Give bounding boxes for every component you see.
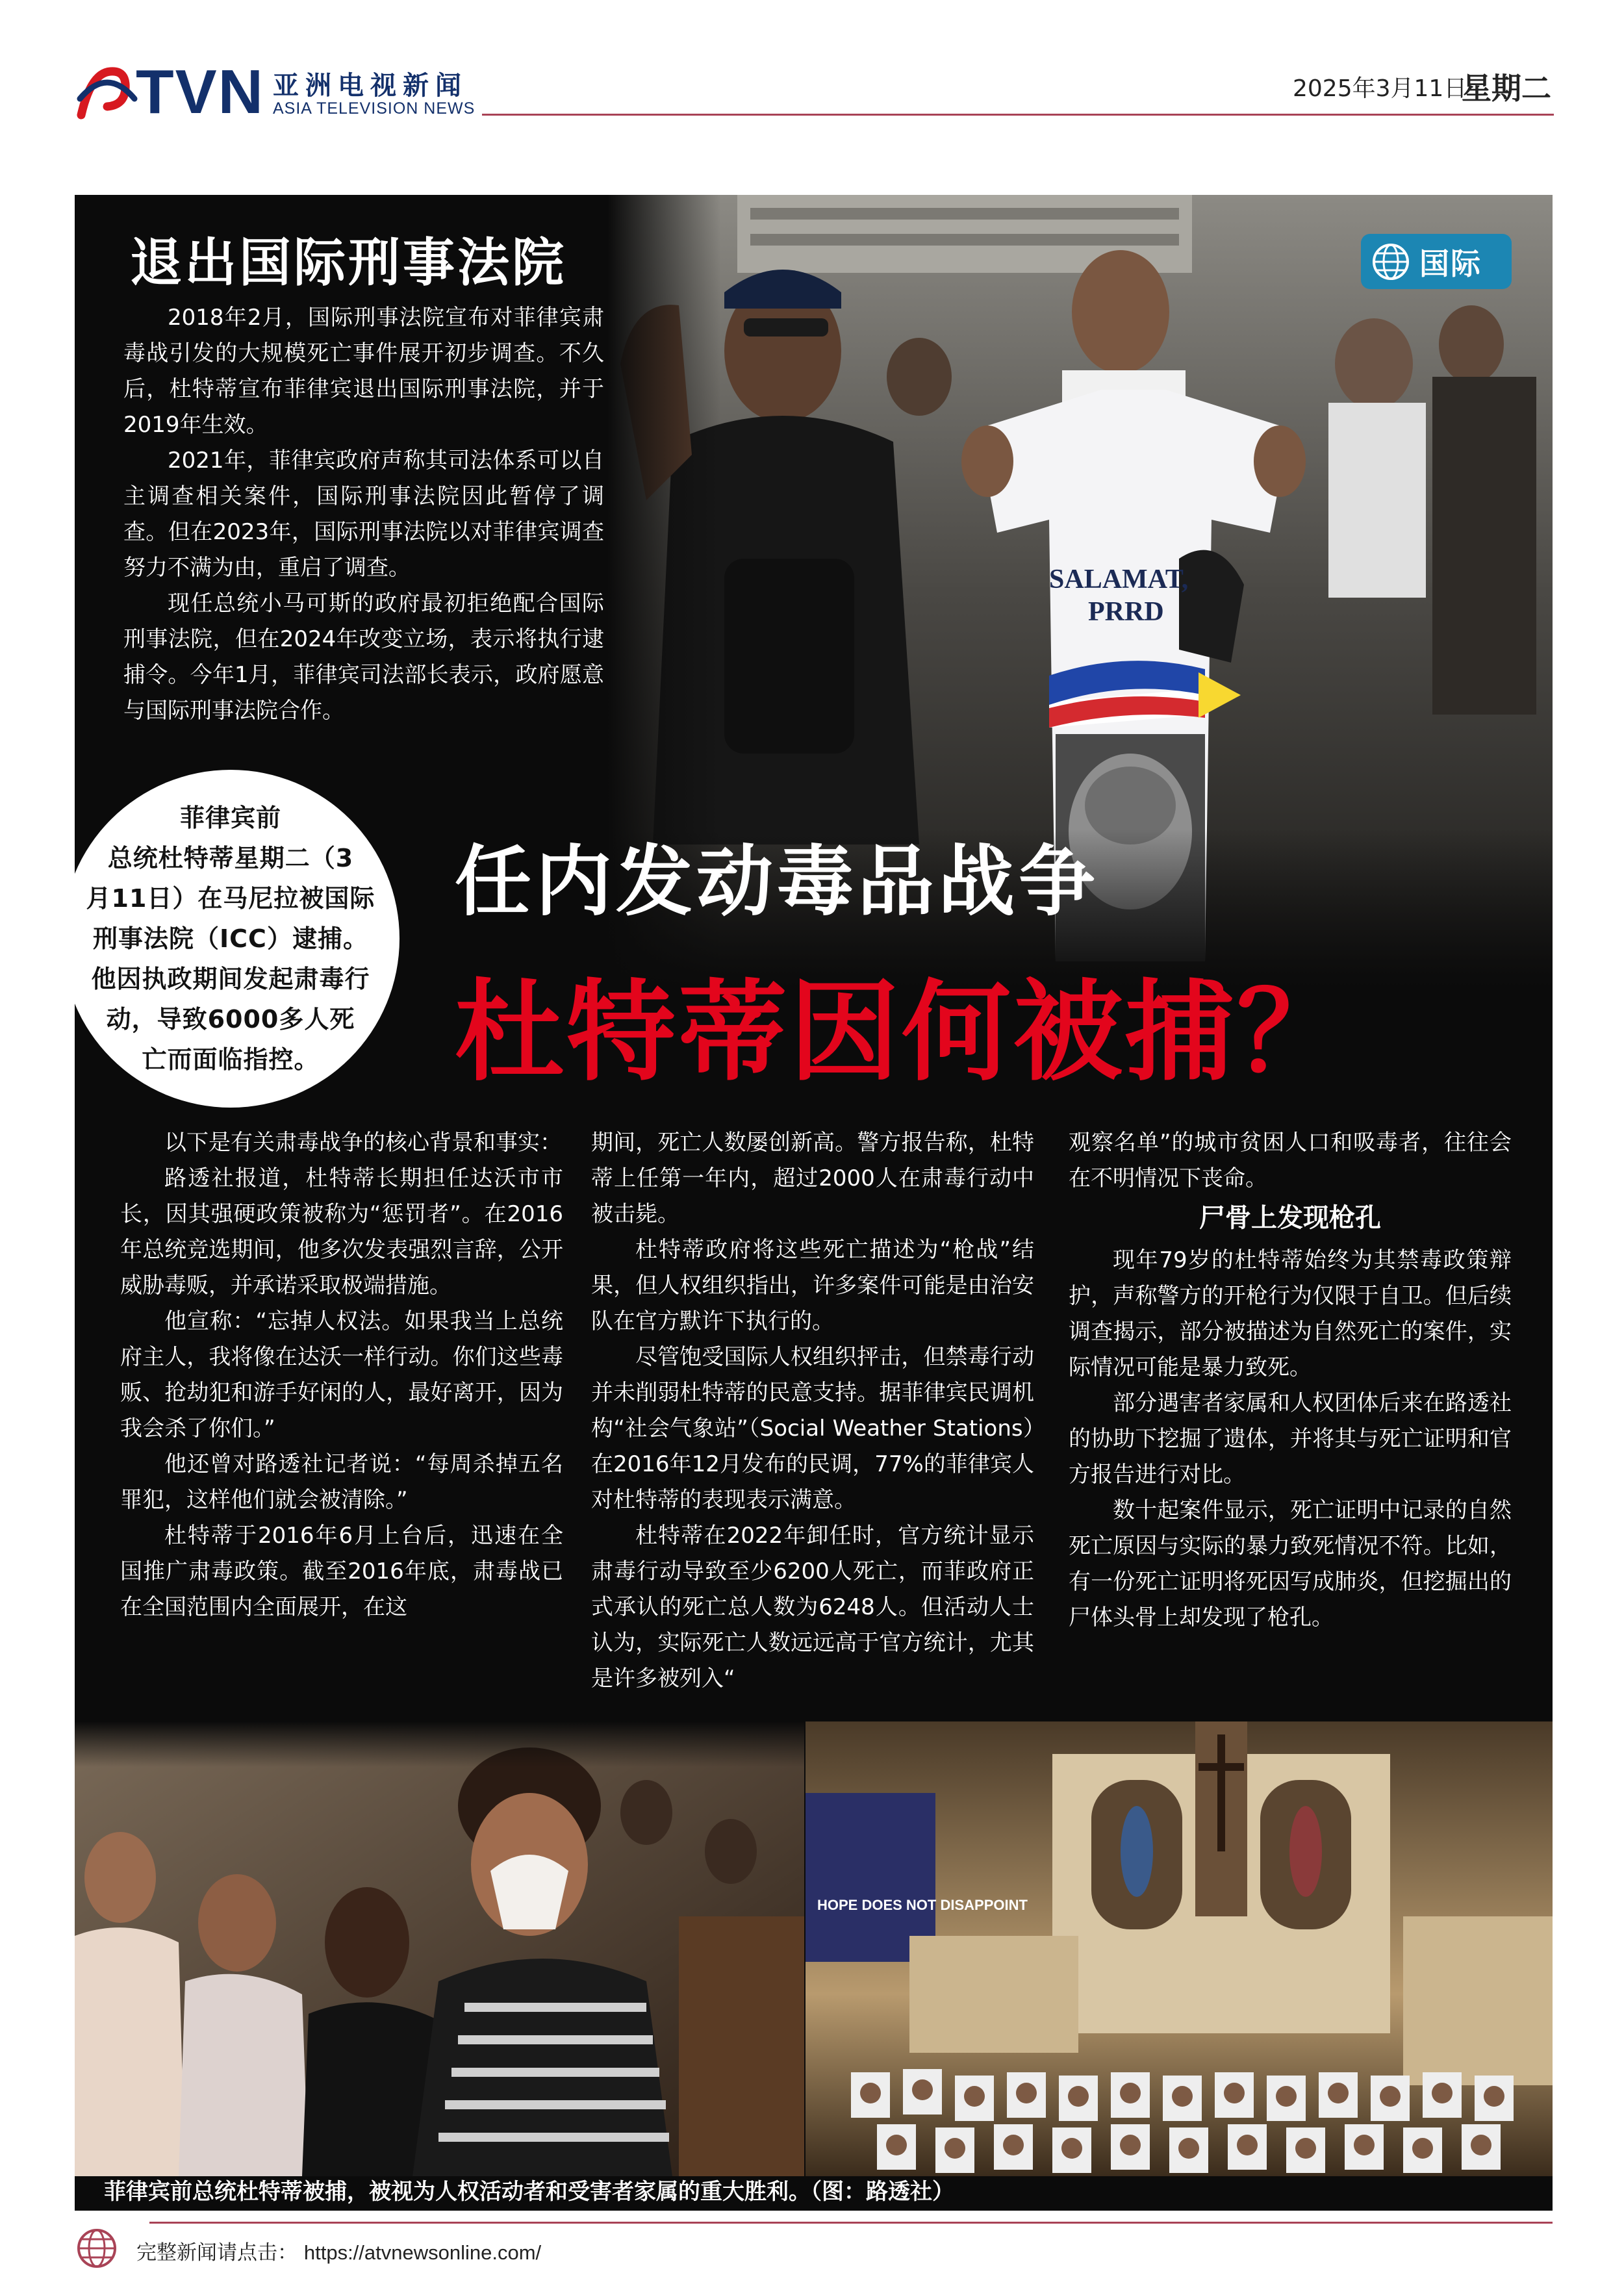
body-paragraph-continued: 期间，死亡人数屡创新高。警方报告称，杜特蒂上任第一年内，超过2000人在肃毒行动中被击毙。	[591, 1130, 1034, 1227]
section-paragraph: 2018年2月，国际刑事法院宣布对菲律宾肃毒战引发的大规模死亡事件展开初步调查。不久后，杜特蒂宣布菲律宾退出国际刑事法院，并于2019年生效。	[123, 305, 604, 438]
body-paragraph: 杜特蒂在2022年卸任时，官方统计显示肃毒行动导致至少6200人死亡，而菲政府正式承认的死亡总人数为6248人。但活动人士认为，实际死亡人数远远高于官方统计，尤其是许多被列入“	[591, 1523, 1034, 1692]
lead-line: 亡而面临指控。	[142, 1045, 320, 1074]
atvn-logo	[75, 57, 264, 127]
body-paragraph: 杜特蒂于2016年6月上台后，迅速在全国推广肃毒政策。截至2016年底，肃毒战已在全国范围内全面展开，在这	[120, 1523, 563, 1620]
church-altar-photo	[806, 1721, 1553, 2176]
issue-date: 2025年3月11日	[1293, 75, 1467, 102]
lead-line: 总统杜特蒂星期二（3	[107, 844, 354, 872]
logo-text: TVN	[136, 57, 264, 127]
section-body	[123, 300, 604, 729]
brand-name-en: ASIA TELEVISION NEWS	[273, 99, 476, 118]
footer-url[interactable]: https://atvnewsonline.com/	[303, 2241, 542, 2264]
body-paragraph: 尽管饱受国际人权组织抨击，但禁毒行动并未削弱杜特蒂的民意支持。据菲律宾民调机构“社会气象站”（Social Weather Stations）在2016年12月发布的民调，77%的菲律宾人对杜特蒂的表现表示满意。	[591, 1344, 1034, 1513]
body-column-3	[1069, 1125, 1512, 1636]
brand-name-cn: 亚洲电视新闻	[273, 71, 468, 101]
body-paragraph: 路透社报道，杜特蒂长期担任达沃市市长，因其强硬政策被称为“惩罚者”。在2016年总统竞选期间，他多次发表强烈言辞，公开威胁毒贩，并承诺采取极端措施。	[120, 1165, 563, 1299]
globe-link-icon	[75, 2226, 119, 2270]
footer-label: 完整新闻请点击：	[136, 2241, 298, 2264]
footer-rule	[149, 2222, 1553, 2224]
footer-link[interactable]	[136, 2236, 541, 2265]
atvn-logo-mark	[75, 60, 140, 125]
globe-icon	[1371, 242, 1410, 281]
section-paragraph: 2021年，菲律宾政府声称其司法体系可以自主调查相关案件，国际刑事法院因此暂停了调查。但在2023年，国际刑事法院以对菲律宾调查努力不满为由，重启了调查。	[123, 448, 604, 581]
body-paragraph-continued: 观察名单”的城市贫困人口和吸毒者，往往会在不明情况下丧命。	[1069, 1130, 1512, 1191]
header-rule	[482, 114, 1554, 116]
lead-line: 菲律宾前	[179, 804, 281, 832]
section-tag	[1361, 234, 1512, 289]
photo-caption: 菲律宾前总统杜特蒂被捕，被视为人权活动者和受害者家属的重大胜利。（图：路透社）	[104, 2179, 954, 2205]
issue-weekday: 星期二	[1462, 71, 1551, 106]
lead-line: 动，导致6000多人死	[106, 1005, 355, 1034]
section-tag-label: 国际	[1419, 246, 1482, 281]
lead-text	[84, 798, 377, 1080]
body-paragraph: 现年79岁的杜特蒂始终为其禁毒政策辩护，声称警方的开枪行为仅限于自卫。但后续调查揭示，部分被描述为自然死亡的案件，实际情况可能是暴力致死。	[1069, 1247, 1512, 1380]
lead-line: 他因执政期间发起肃毒行	[91, 965, 370, 993]
church-banner-text: HOPE DOES NOT DISAPPOINT	[817, 1897, 1028, 1913]
body-paragraph: 他还曾对路透社记者说：“每周杀掉五名罪犯，这样他们就会被清除。”	[120, 1451, 563, 1513]
body-paragraph: 杜特蒂政府将这些死亡描述为“枪战”结果，但人权组织指出，许多案件可能是由治安队在官方默许下执行的。	[591, 1237, 1034, 1334]
section-title: 退出国际刑事法院	[130, 233, 566, 293]
lead-line: 月11日）在马尼拉被国际	[86, 884, 375, 913]
body-column-1	[120, 1125, 563, 1625]
body-paragraph: 他宣称：“忘掉人权法。如果我当上总统府主人，我将像在达沃一样行动。你们这些毒贩、抢劫犯和游手好闲的人，最好离开，因为我会杀了你们。”	[120, 1308, 563, 1441]
body-paragraph: 数十起案件显示，死亡证明中记录的自然死亡原因与实际的暴力致死情况不符。比如，有一份死亡证明将死因写成肺炎，但挖掘出的尸体头骨上却发现了枪孔。	[1069, 1497, 1512, 1631]
body-column-2	[591, 1125, 1034, 1697]
mourners-photo	[75, 1721, 804, 2176]
headline-line-1: 任内发动毒品战争	[455, 837, 1100, 926]
subheading: 尸骨上发现枪孔	[1199, 1203, 1381, 1233]
body-paragraph: 以下是有关肃毒战争的核心背景和事实：	[164, 1130, 562, 1156]
body-paragraph: 部分遇害者家属和人权团体后来在路透社的协助下挖掘了遗体，并将其与死亡证明和官方报告进行对比。	[1069, 1390, 1512, 1488]
headline-line-2: 杜特蒂因何被捕？	[455, 969, 1349, 1096]
section-paragraph: 现任总统小马可斯的政府最初拒绝配合国际刑事法院，但在2024年改变立场，表示将执行逮捕令。今年1月，菲律宾司法部长表示，政府愿意与国际刑事法院合作。	[123, 591, 604, 724]
lead-line: 刑事法院（ICC）逮捕。	[93, 924, 368, 953]
